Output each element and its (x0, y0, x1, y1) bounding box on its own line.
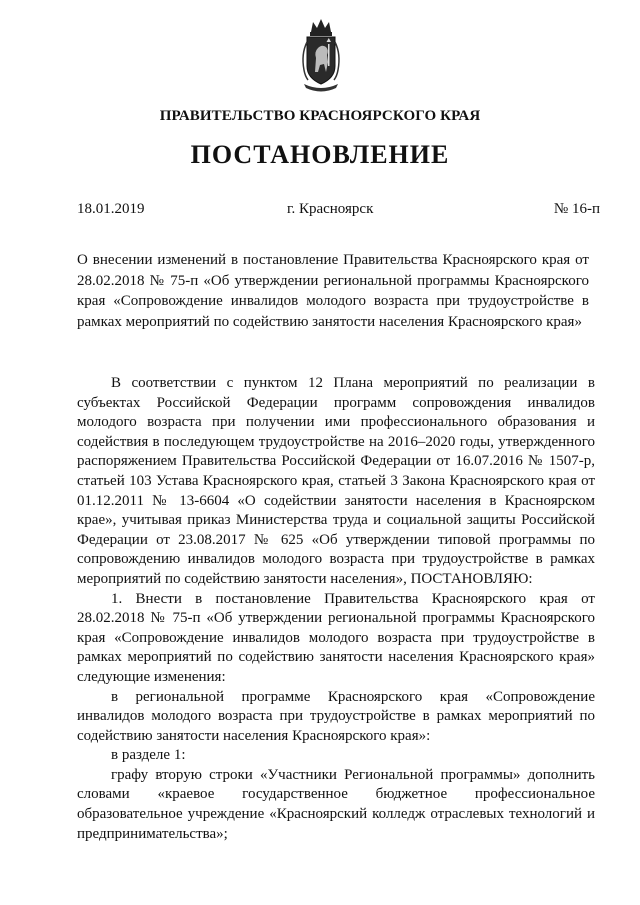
body-paragraph: графу вторую строки «Участники Региональной программы» дополнить словами «краевое государственное бюджетное профессиональное образовательное учреждение «Красноярский колледж отраслевых технологий и предпринимательства»; (77, 766, 595, 842)
government-title: ПРАВИТЕЛЬСТВО КРАСНОЯРСКОГО КРАЯ (159, 108, 481, 124)
document-number: № 16-п (553, 201, 600, 217)
document-subject: О внесении изменений в постановление Правительства Красноярского края от 28.02.2018 № 75-п «Об утверждении региональной программы Красноярского края «Сопровождение инвалидов молодого возраста при трудоустройстве в рамках мероприятий по содействию занятости населения Красноярского края» (77, 252, 589, 330)
krasnoyarsk-coat-of-arms-icon (298, 14, 344, 94)
body-paragraph: в региональной программе Красноярского края «Сопровождение инвалидов молодого возраста при трудоустройстве в рамках мероприятий по содействию занятости населения Красноярского края»: (77, 688, 595, 744)
document-type-title: ПОСТАНОВЛЕНИЕ (190, 140, 450, 169)
body-paragraph: В соответствии с пунктом 12 Плана мероприятий по реализации в субъектах Российской Федерации программ сопровождения инвалидов молодого возраста при получении ими профессионального образования и содействия в последующем трудоустройстве на 2016–2020 годы, утвержденного распоряжением Правительства Российской Федерации от 16.07.2016 № 1507-р, статьей 103 Устава Красноярского края, статьей 3 Закона Красноярского края от 01.12.2011 № 13-6604 «О содействии занятости населения в Красноярском крае», учитывая приказ Министерства труда и социальной защиты Российской Федерации от 23.08.2017 № 625 «Об утверждении типовой программы по сопровождению инвалидов молодого возраста при трудоустройстве в рамках мероприятий по содействию занятости населения», ПОСТАНОВЛЯЮ: (77, 375, 595, 587)
document-city: г. Красноярск (287, 201, 374, 217)
document-date: 18.01.2019 (77, 201, 145, 217)
document-meta-row (77, 201, 600, 221)
body-paragraph: в разделе 1: (111, 747, 186, 764)
body-paragraph: 1. Внести в постановление Правительства Красноярского края от 28.02.2018 № 75-п «Об утверждении региональной программы Красноярского края «Сопровождение инвалидов молодого возраста при трудоустройстве в рамках мероприятий по содействию занятости населения Красноярского края» следующие изменения: (77, 590, 595, 685)
document-body (77, 374, 595, 844)
